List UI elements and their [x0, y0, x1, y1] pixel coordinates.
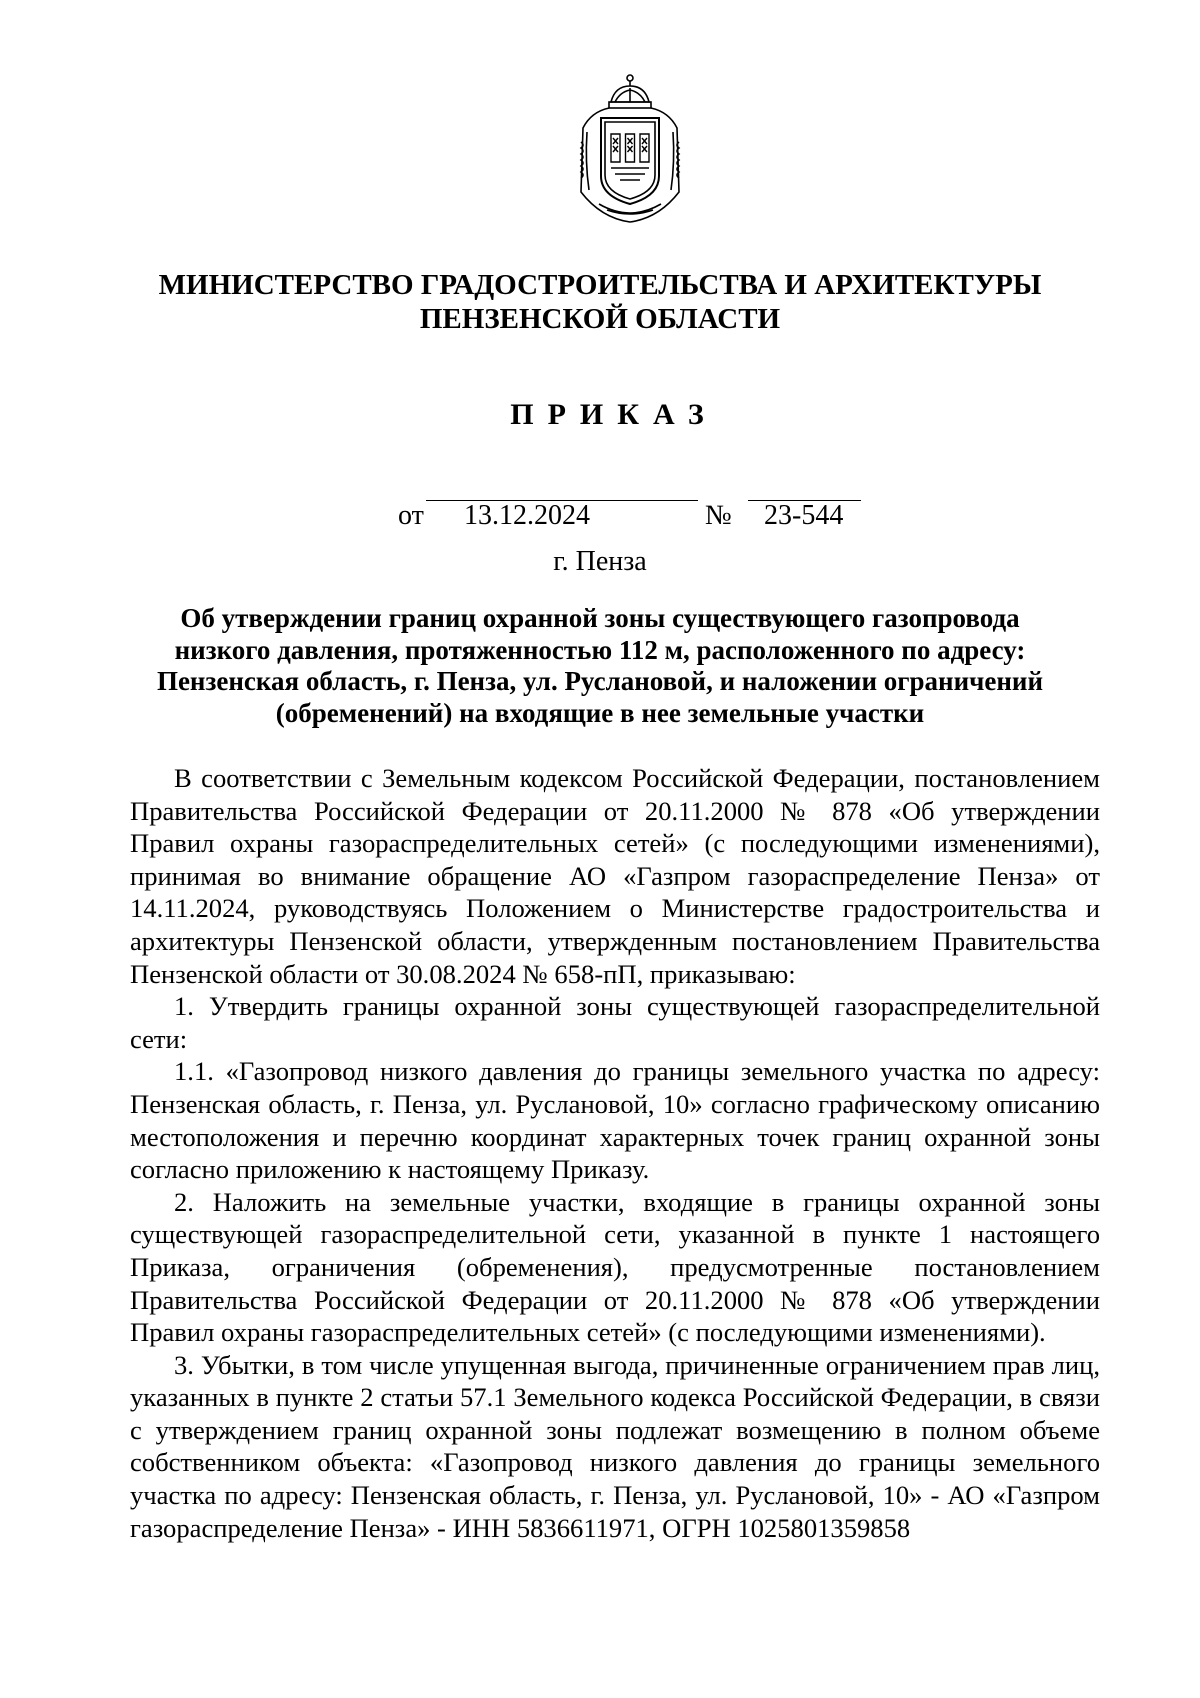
document-body: [130, 762, 1100, 1544]
document-title: [150, 603, 1050, 729]
title-line: Пензенская область, г. Пенза, ул. Руслановой, и наложении ограничений: [156, 666, 1044, 696]
item-3-paragraph: 3. Убытки, в том числе упущенная выгода, причиненные ограничением прав лиц, указанных в пункте 2 статьи 57.1 Земельного кодекса Российской Федерации, в связи с утверждением границ охранной зоны подлежат возмещению в полном объеме собственником объекта: «Газопровод низкого давления до границы земельного участка по адресу: Пензенская область, г. Пенза, ул. Руслановой, 10» - АО «Газпром газораспределение Пенза» - ИНН 5836611971, ОГРН 1025801359858: [130, 1349, 1100, 1543]
document-type-heading: ПРИКАЗ: [510, 398, 718, 431]
order-number: 23-544: [764, 500, 844, 531]
title-line: Об утверждении границ охранной зоны существующего газопровода: [180, 603, 1020, 633]
ministry-name-line1: МИНИСТЕРСТВО ГРАДОСТРОИТЕЛЬСТВА И АРХИТЕКТУРЫ: [158, 269, 1042, 301]
item-2-paragraph: 2. Наложить на земельные участки, входящие в границы охранной зоны существующей газораспределительной сети, указанной в пункте 1 настоящего Приказа, ограничения (обременения), предусмотренные постановлением Правительства Российской Федерации от 20.11.2000 № 878 «Об утверждении Правил охраны газораспределительных сетей» (с последующими изменениями).: [130, 1186, 1100, 1348]
ministry-name-line2: ПЕНЗЕНСКОЙ ОБЛАСТИ: [419, 303, 781, 335]
number-sign: №: [705, 500, 732, 531]
preamble-paragraph: В соответствии с Земельным кодексом Российской Федерации, постановлением Правительства Российской Федерации от 20.11.2000 № 878 «Об утверждении Правил охраны газораспределительных сетей» (с последующими изменениями), принимая во внимание обращение АО «Газпром газораспределение Пенза» от 14.11.2024, руководствуясь Положением о Министерстве градостроительства и архитектуры Пензенской области, утвержденным постановлением Правительства Пензенской области от 30.08.2024 № 658-пП, приказываю:: [130, 763, 1100, 989]
title-line: (обременений) на входящие в нее земельные участки: [275, 697, 925, 728]
item-1-1-paragraph: 1.1. «Газопровод низкого давления до границы земельного участка по адресу: Пензенская область, г. Пенза, ул. Руслановой, 10» согласно графическому описанию местоположения и перечню координат характерных точек границ охранной зоны согласно приложению к настоящему Приказу.: [130, 1056, 1100, 1185]
title-line: низкого давления, протяженностью 112 м, расположенного по адресу:: [174, 634, 1026, 665]
ministry-name: [100, 268, 1100, 336]
order-date: 13.12.2024: [464, 500, 590, 531]
coat-of-arms-emblem: [571, 72, 689, 224]
date-prefix: от: [398, 500, 424, 531]
city-name: г. Пенза: [553, 546, 647, 577]
item-1-paragraph: 1. Утвердить границы охранной зоны существующей газораспределительной сети:: [130, 991, 1100, 1054]
